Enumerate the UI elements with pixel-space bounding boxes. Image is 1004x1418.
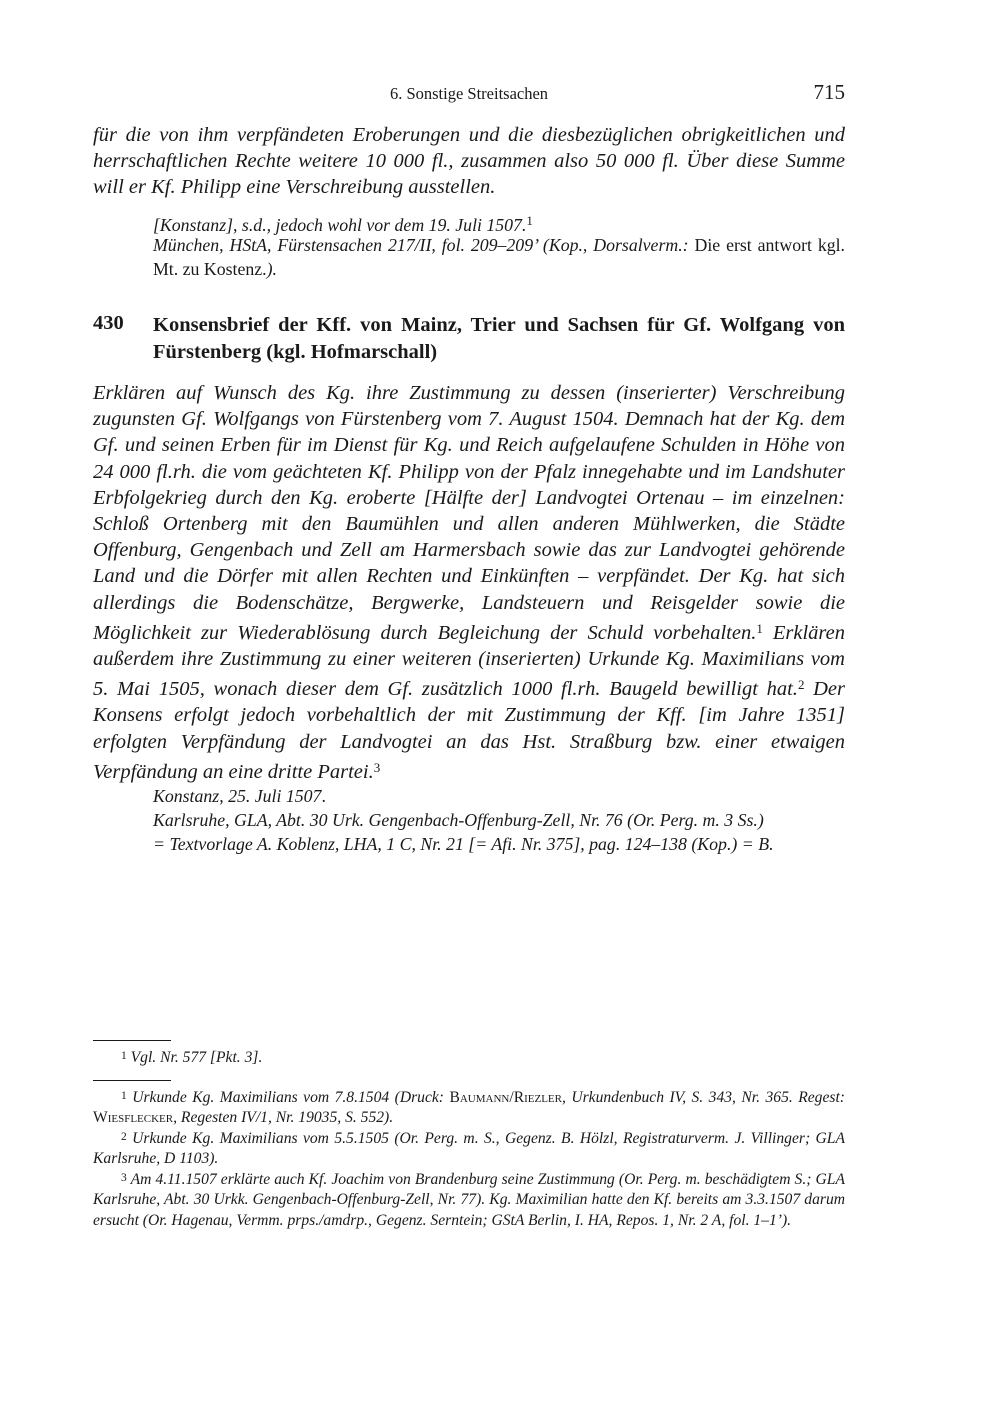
prev-source-dorsal: Die erst antwort kgl. Mt. zu Kostenz. (153, 235, 846, 279)
footnote-text: , Urkundenbuch IV, S. 343, Nr. 365. Regest: (561, 1089, 845, 1106)
footnote-ref-1: 1 (756, 620, 763, 636)
page-number: 715 (813, 80, 845, 104)
author-name: Wiesflecker (93, 1109, 174, 1127)
entry-regest (93, 380, 845, 785)
footnote-number: 1 (121, 1090, 127, 1102)
prev-source-text: München, HStA, Fürstensachen 217/II, fol. 209–209’ (Kop., Dorsalverm.: (153, 235, 689, 255)
entry-title: Konsensbrief der Kff. von Mainz, Trier und Sachsen für Gf. Wolfgang von Fürstenberg (kgl. Hofmarschall) (153, 314, 845, 363)
prev-source-close: ). (266, 259, 277, 279)
slash: / (509, 1089, 514, 1106)
footnote-text: , Regesten IV/1, Nr. 19035, S. 552). (173, 1109, 394, 1127)
regest-part-2: Erklären außerdem ihre Zustimmung zu einer weiteren (inserierten) Urkunde Kg. Maximilians vom 5. Mai 1505, wonach dieser dem Gf. zusätzlich 1000 fl.rh. Baugeld bewilligt hat. (93, 621, 845, 701)
entry-date-text: Konstanz, 25. Juli 1507 (153, 786, 322, 806)
footnote-rule (93, 1080, 171, 1081)
footnote-text: Urkunde Kg. Maximilians vom 7.8.1504 (Druck: (132, 1089, 450, 1106)
footnote-entry-2 (93, 1127, 845, 1170)
regest-part-1: Erklären auf Wunsch des Kg. ihre Zustimmung zu dessen (inserierter) Verschreibung zugunsten Gf. Wolfgangs von Fürstenberg vom 7. August 1504. Demnach hat der Kg. dem Gf. und seinen Erben für im Dienst für Kg. und Reich aufgelaufene Schulden in Höhe von 24 000 fl.rh. die vom geächteten Kf. Philipp von der Pfalz innegehabte und im Landshuter Erbfolgekrieg durch den Kg. eroberte [Hälfte der] Landvogtei Ortenau – im einzelnen: Schloß Ortenberg mit den Baumühlen und allen anderen Mühlwerken, die Städte Offenburg, Gengenbach und Zell am Harmersbach sowie das zur Landvogtei gehörende Land und die Dörfer mit allen Rechten und Einkünften – verpfändet. Der Kg. hat sich allerdings die Bodenschätze, Bergwerke, Landsteuern und Reisgelder sowie die Möglichkeit zur Wiederablösung durch Begleichung der Schuld vorbehalten. (93, 382, 845, 644)
footnote-rule (93, 1040, 171, 1041)
regest-part-3: Der Konsens erfolgt jedoch vorbehaltlich der mit Zustimmung der Kff. [im Jahre 1351] erfolgten Verpfändung der Landvogtei an das Hst. Straßburg bzw. einer etwaigen Verpfändung an eine dritte Partei. (93, 678, 845, 783)
prev-entry-source (153, 233, 845, 281)
footnote-text: Urkunde Kg. Maximilians vom 5.5.1505 (Or. Perg. m. S., Gegenz. B. Hölzl, Registraturverm. J. Villinger; GLA Karlsruhe, D 1103). (93, 1130, 845, 1168)
page-header (93, 80, 845, 108)
footnote-text: Vgl. Nr. 577 [Pkt. 3]. (130, 1049, 263, 1066)
entry-source-2: = Textvorlage A. Koblenz, LHA, 1 C, Nr. 21 [= Afi. Nr. 375], pag. 124–138 (Kop.) = B. (153, 834, 774, 854)
footnote-number: 2 (121, 1131, 127, 1143)
footnote-text: Am 4.11.1507 erklärte auch Kf. Joachim von Brandenburg seine Zustimmung (Or. Perg. m. beschädigtem S.; GLA Karlsruhe, Abt. 30 Urkk. Gengenbach-Offenburg-Zell, Nr. 77). Kg. Maximilian hatte den Kf. bereits am 3.3.1507 darum ersucht (Or. Hagenau, Vermm. prps./amdrp., Gegenz. Serntein; GStA Berlin, I. HA, Repos. 1, Nr. 2 A, fol. 1–1’). (93, 1171, 845, 1229)
running-title: 6. Sonstige Streitsachen (389, 84, 549, 103)
entry-source-1: Karlsruhe, GLA, Abt. 30 Urk. Gengenbach-Offenburg-Zell, Nr. 76 (Or. Perg. m. 3 Ss.) (153, 810, 764, 830)
author-name: Riezler (513, 1089, 562, 1106)
author-name: Baumann (449, 1089, 510, 1106)
prev-entry-regest: für die von ihm verpfändeten Eroberungen und die diesbezüglichen obrigkeitlichen und herrschaftlichen Rechte weitere 10 000 fl., zusammen also 50 000 fl. Über diese Summe will er Kf. Philipp eine Verschreibung ausstellen. (93, 124, 845, 199)
footnote-ref-3: 3 (373, 759, 381, 775)
footnote-number: 1 (121, 1050, 127, 1062)
entry-number: 430 (93, 312, 124, 334)
footnote-number: 3 (121, 1172, 127, 1184)
footnote-ref-1: 1 (526, 213, 533, 228)
footnote-entry-3 (93, 1168, 845, 1231)
entry-heading (93, 312, 845, 368)
entry-date (153, 784, 845, 808)
footnote-entry-1 (93, 1086, 845, 1129)
footnote-ref-2: 2 (797, 677, 805, 693)
footnote-prev-1 (93, 1046, 845, 1068)
entry-date-dot: . (321, 786, 326, 806)
prev-date-text: [Konstanz], s.d., jedoch wohl vor dem 19. Juli 1507. (153, 215, 527, 235)
